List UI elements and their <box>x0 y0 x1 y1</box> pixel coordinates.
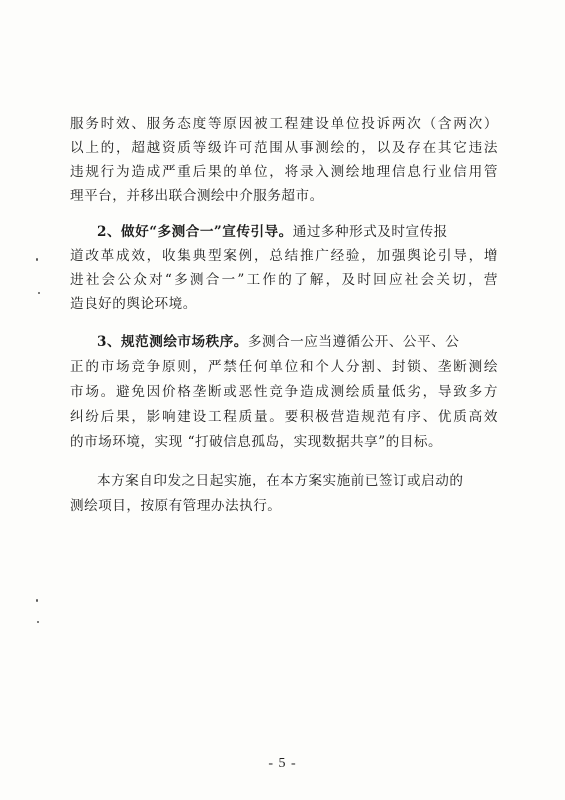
final-paragraph-line-1-text: 本方案自印发之日起实施，在本方案实施前已签订或启动的 <box>97 473 464 489</box>
section-2-line-2: 道改革成效，收集典型案例，总结推广经验，加强舆论引导，增 <box>70 248 498 264</box>
scan-speck <box>36 258 38 261</box>
section-2-heading: 2、做好“多测合一”宣传引导。 <box>97 224 293 240</box>
section-2-line-4: 造良好的舆论环境。 <box>70 296 197 312</box>
final-paragraph-line-2: 测绘项目，按原有管理办法执行。 <box>70 498 282 514</box>
section-3-line-5: 的市场环境，实现 “打破信息孤岛，实现数据共享”的目标。 <box>70 434 443 450</box>
section-2-line-1-rest: 通过多种形式及时宣传报 <box>292 224 448 240</box>
scan-speck <box>38 292 40 294</box>
page-number: - 5 - <box>268 756 297 771</box>
scan-speck <box>36 599 38 602</box>
final-paragraph-line-1 <box>70 469 498 493</box>
paragraph-1-line-1: 服务时效、服务态度等原因被工程建设单位投诉两次（含两次） <box>70 116 498 132</box>
section-3-heading: 3、规范测绘市场秩序。 <box>97 334 248 350</box>
section-3-line-1 <box>70 330 498 354</box>
section-2-line-1 <box>70 220 498 244</box>
section-3-line-2: 正的市场竞争原则，严禁任何单位和个人分割、封锁、垄断测绘 <box>70 359 498 375</box>
scan-speck <box>37 621 39 623</box>
paragraph-1-line-3: 违规行为造成严重后果的单位，将录入测绘地理信息行业信用管 <box>70 164 498 180</box>
paragraph-1-line-2: 以上的，超越资质等级许可范围从事测绘的，以及存在其它违法 <box>70 140 498 156</box>
section-3-line-3: 市场。避免因价格垄断或恶性竞争造成测绘质量低劣，导致多方 <box>70 384 498 400</box>
paragraph-1-line-4: 理平台，并移出联合测绘中介服务超市。 <box>70 188 324 204</box>
section-3-line-4: 纠纷后果，影响建设工程质量。要积极营造规范有序、优质高效 <box>70 409 498 425</box>
section-2-line-3: 进社会公众对“多测合一”工作的了解，及时回应社会关切，营 <box>70 272 498 288</box>
section-3-line-1-rest: 多测合一应当遵循公开、公平、公 <box>247 334 460 350</box>
